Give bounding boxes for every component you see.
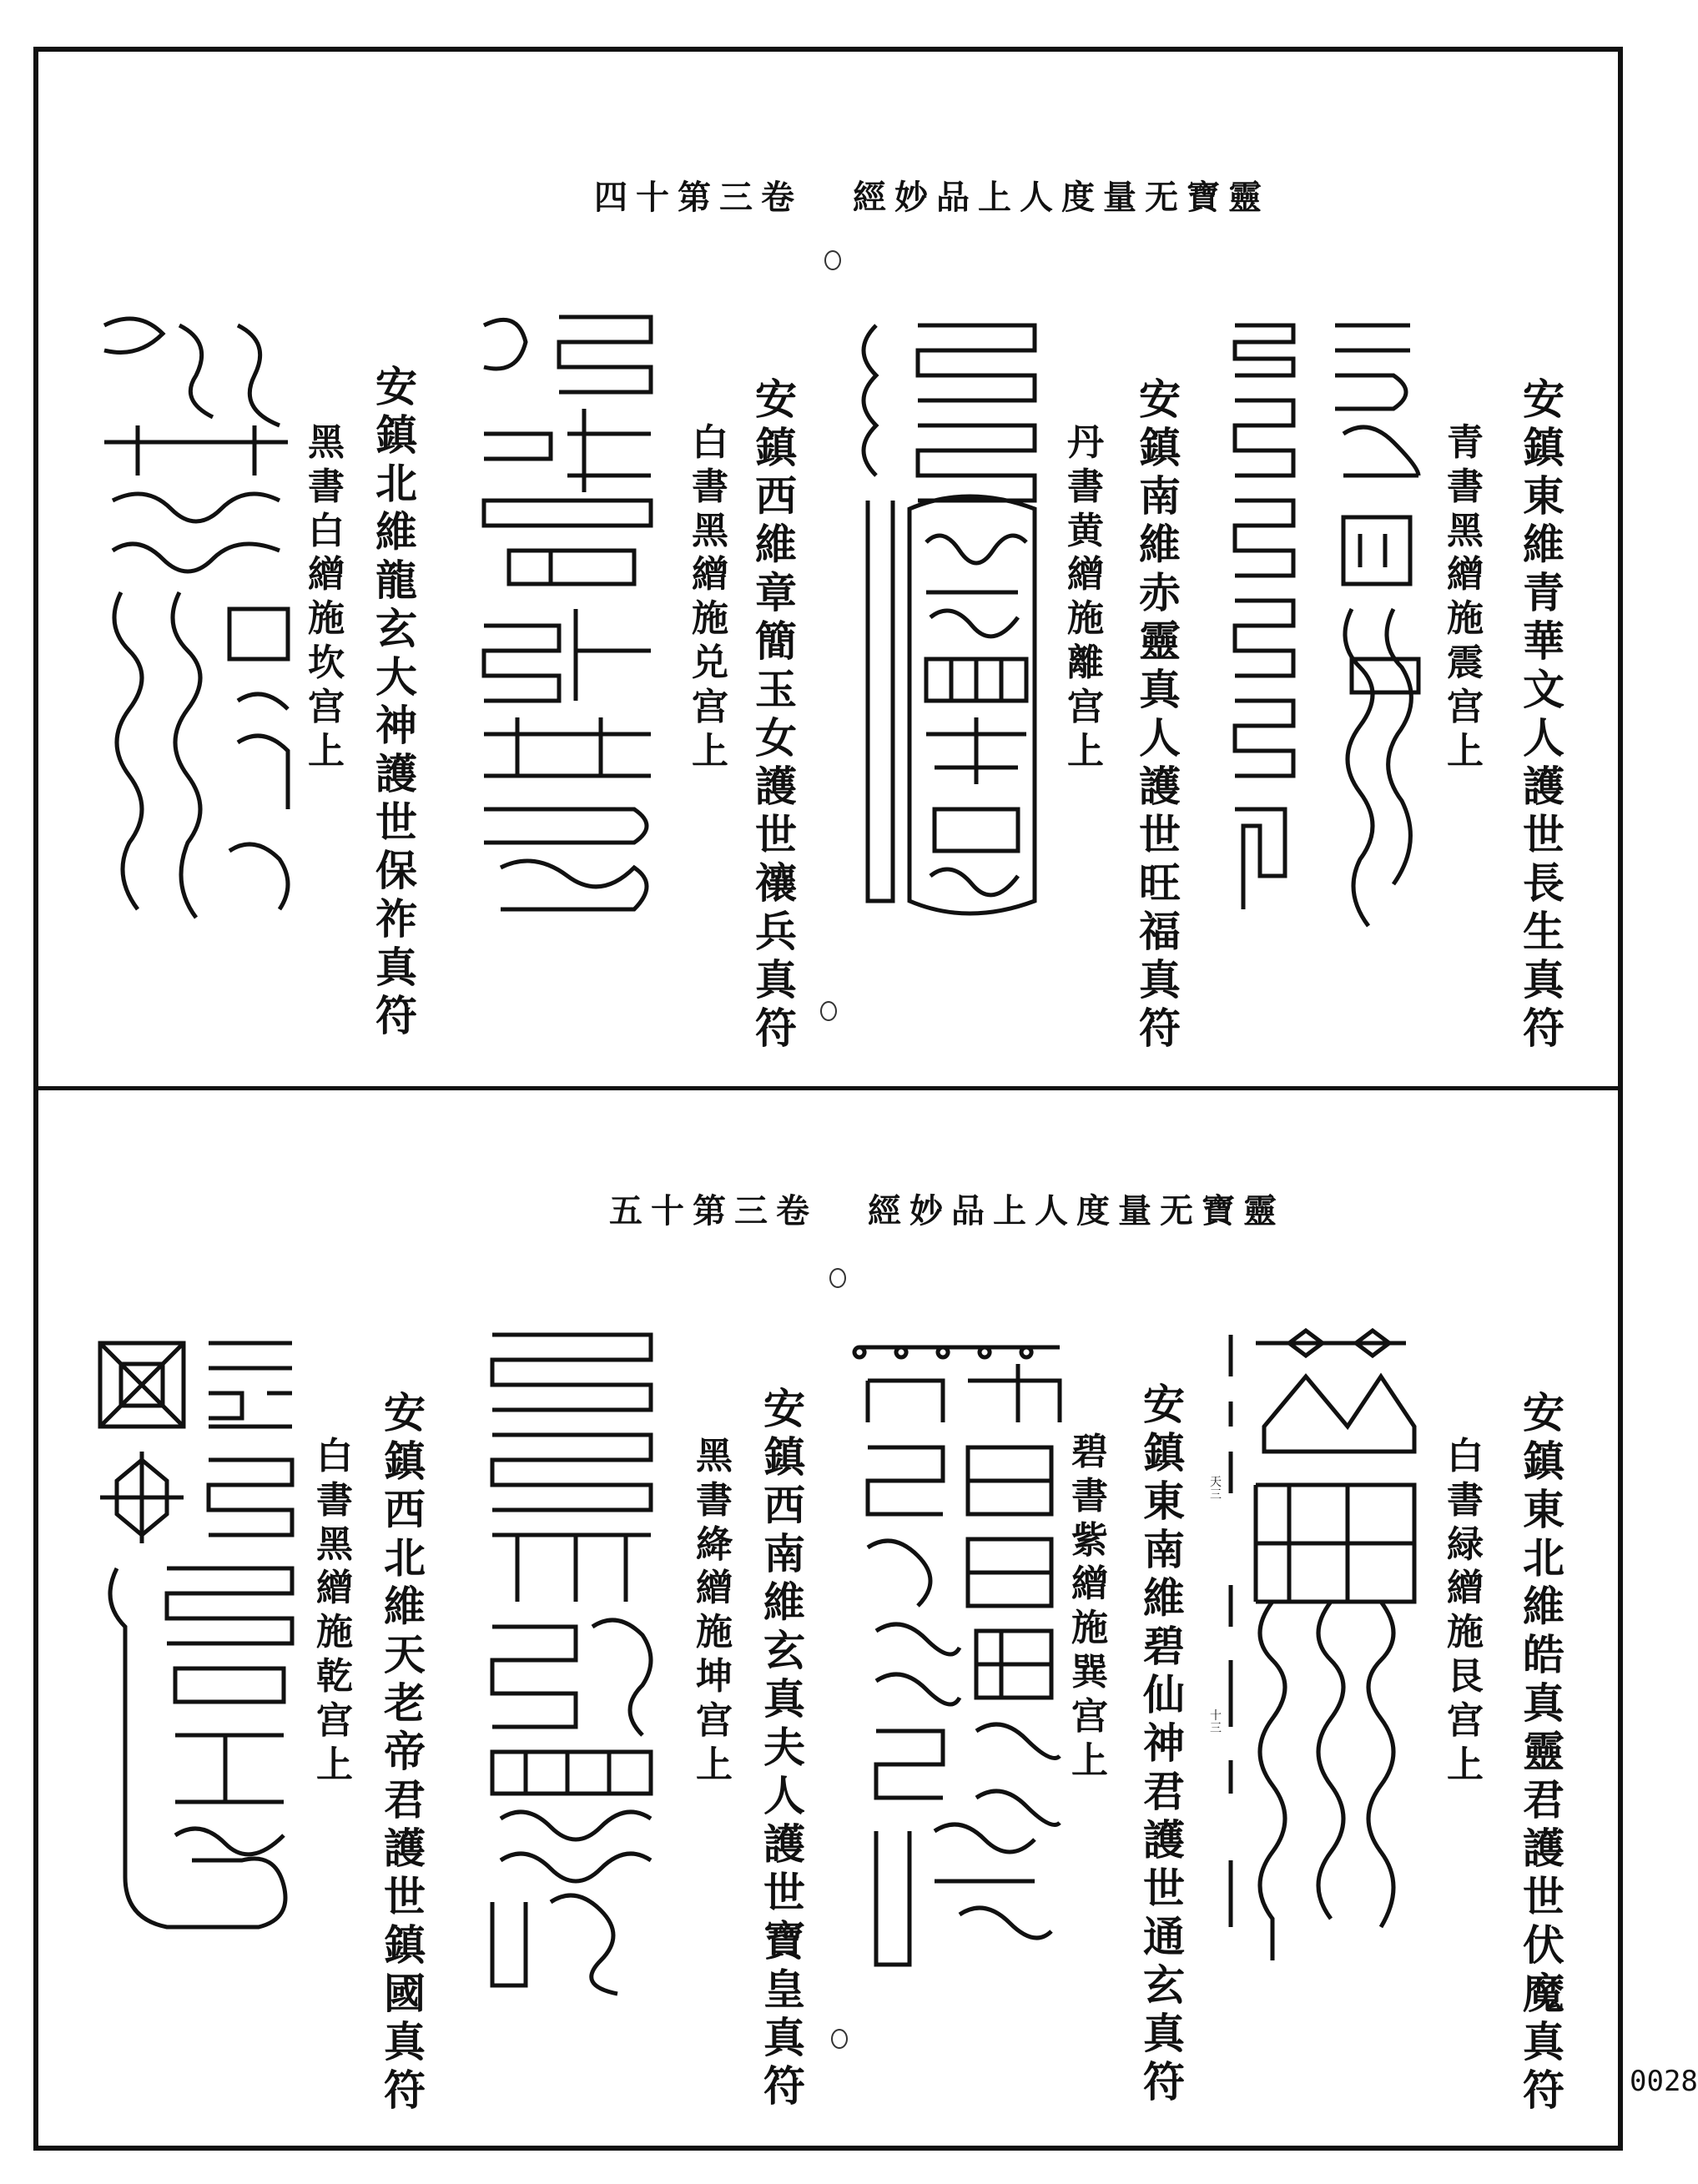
panel-1-header [594, 171, 1270, 219]
panel-2-header-volume: 卷三第十五 [609, 1191, 818, 1230]
talisman-note: 白書黑繒施乾宫上 [316, 1435, 353, 1786]
talisman-note: 白書黑繒施兑宫上 [692, 421, 728, 772]
talisman-title: 安鎮南維赤靈真人護世旺福真符 [1139, 375, 1181, 1053]
registration-ring [831, 2029, 848, 2049]
talisman-note: 黑書白繒施坎宫上 [308, 421, 345, 772]
talisman-title: 安鎮北維龍玄大神護世保祚真符 [375, 362, 417, 1040]
talisman-title: 安鎮東維青華文人護世長生真符 [1523, 375, 1564, 1053]
registration-ring [820, 1001, 837, 1021]
panel-2-header [609, 1185, 1285, 1232]
page-number: 0028 [1630, 2065, 1698, 2098]
talisman-seal [92, 1335, 309, 1994]
talisman-title: 安鎮東北維皓真靈君護世伏魔真符 [1523, 1388, 1564, 2115]
talisman-note: 白書緑繒施艮宫上 [1447, 1435, 1484, 1786]
talisman-note: 丹書黄繒施離宫上 [1067, 421, 1104, 772]
seal-annotation: 天三 [1210, 1476, 1222, 1502]
talisman-seal [467, 309, 659, 959]
panel-1-header-title: 靈寶无量度人上品妙經 [853, 178, 1270, 217]
talisman-seal [1227, 309, 1427, 959]
talisman-seal [476, 1326, 668, 2002]
panel-1-header-volume: 卷三第十四 [594, 178, 803, 217]
talisman-title: 安鎮西北維天老帝君護世鎮國真符 [384, 1388, 426, 2115]
seal-annotation: 十三 [1210, 1709, 1222, 1736]
talisman-title: 安鎮東南維碧仙神君護世通玄真符 [1143, 1380, 1185, 2106]
talisman-seal [1222, 1326, 1423, 1994]
talisman-title: 安鎮西維章簡玉女護世禳兵真符 [755, 375, 797, 1053]
talisman-note: 青書黑繒施震宫上 [1447, 421, 1484, 772]
talisman-note: 碧書紫繒施巽宫上 [1071, 1431, 1108, 1782]
talisman-seal [88, 309, 305, 951]
talisman-seal [851, 1331, 1068, 1981]
talisman-seal [851, 317, 1060, 934]
registration-ring [829, 1268, 846, 1288]
registration-ring [824, 250, 841, 270]
panel-2-header-title: 靈寶无量度人上品妙經 [868, 1191, 1285, 1230]
talisman-title: 安鎮西南維玄真夫人護世寶皇真符 [763, 1384, 805, 2111]
talisman-note: 黑書絳繒施坤宫上 [696, 1435, 733, 1786]
panel-divider [33, 1086, 1623, 1090]
